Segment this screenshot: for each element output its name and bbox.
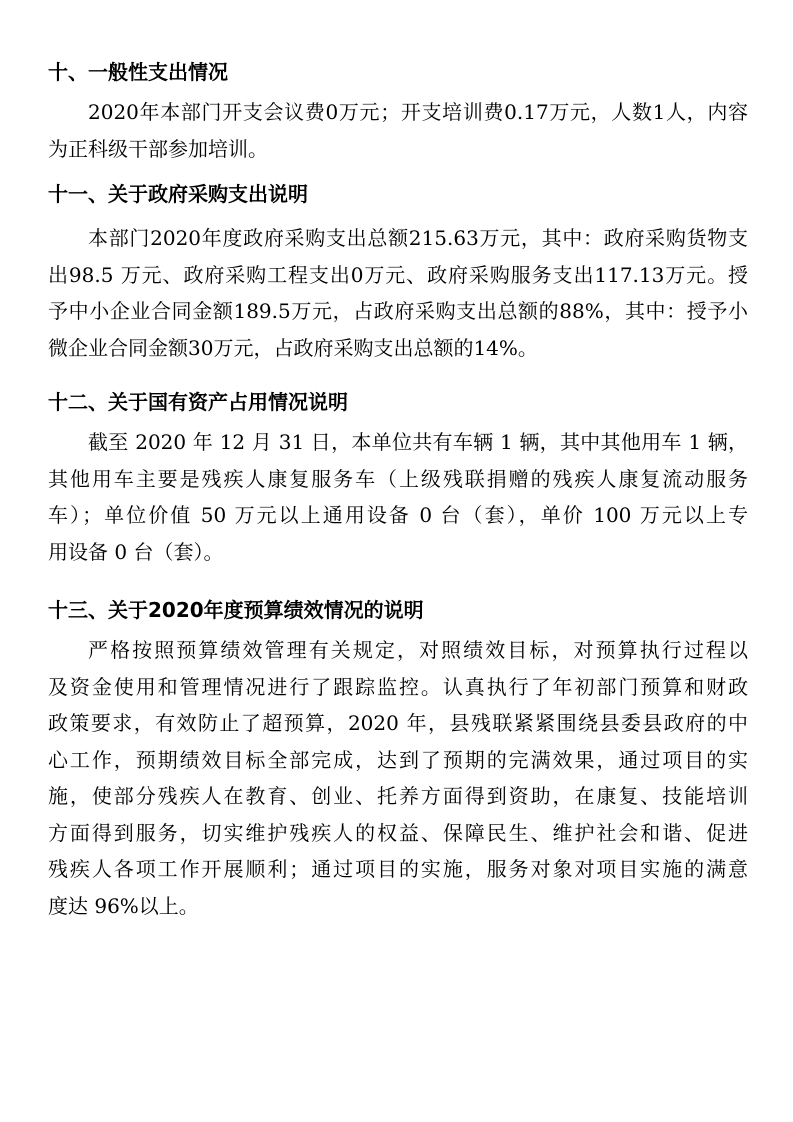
paragraph-line: 出98.5 万元、政府采购工程支出0万元、政府采购服务支出117.13万元。授 <box>48 262 748 287</box>
paragraph-line: 政策要求，有效防止了超预算，2020 年，县残联紧紧围绕县委县政府的中 <box>48 711 748 735</box>
section-body-13 <box>48 632 748 924</box>
paragraph-line: 本部门2020年度政府采购支出总额215.63万元，其中：政府采购货物支 <box>88 226 748 250</box>
paragraph-line: 度达 96%以上。 <box>48 893 199 918</box>
section-heading-10: 十、一般性支出情况 <box>48 60 228 84</box>
section-body-10 <box>48 94 748 167</box>
paragraph-line: 方面得到服务，切实维护残疾人的权益、保障民生、维护社会和谐、促进 <box>48 820 748 845</box>
paragraph-line: 残疾人各项工作开展顺利；通过项目的实施，服务对象对项目实施的满意 <box>48 857 748 881</box>
paragraph-line: 为正科级干部参加培训。 <box>48 136 268 161</box>
paragraph-line: 予中小企业合同金额189.5万元，占政府采购支出总额的88%，其中：授予小 <box>48 299 748 323</box>
section-body-11 <box>48 220 748 366</box>
section-heading-11: 十一、关于政府采购支出说明 <box>48 182 308 206</box>
paragraph-line: 心工作，预期绩效目标全部完成，达到了预期的完满效果，通过项目的实 <box>48 747 748 772</box>
paragraph-line: 及资金使用和管理情况进行了跟踪监控。认真执行了年初部门预算和财政 <box>48 674 748 699</box>
paragraph-line: 其他用车主要是残疾人康复服务车（上级残联捐赠的残疾人康复流动服务 <box>48 466 748 491</box>
paragraph-line: 2020年本部门开支会议费0万元；开支培训费0.17万元，人数1人，内容 <box>88 100 748 124</box>
paragraph-line: 施，使部分残疾人在教育、创业、托养方面得到资助，在康复、技能培训 <box>48 784 748 808</box>
paragraph-line: 严格按照预算绩效管理有关规定，对照绩效目标，对预算执行过程以 <box>88 638 748 662</box>
paragraph-line: 用设备 0 台（套）。 <box>48 539 224 564</box>
paragraph-line: 微企业合同金额30万元，占政府采购支出总额的14%。 <box>48 335 538 360</box>
paragraph-line: 车）；单位价值 50 万元以上通用设备 0 台（套），单价 100 万元以上专 <box>48 503 748 527</box>
paragraph-line: 截至 2020 年 12 月 31 日，本单位共有车辆 1 辆，其中其他用车 1 辆， <box>88 430 748 454</box>
section-body-12 <box>48 424 748 570</box>
section-heading-13: 十三、关于2020年度预算绩效情况的说明 <box>48 598 424 622</box>
section-heading-12: 十二、关于国有资产占用情况说明 <box>48 390 348 414</box>
